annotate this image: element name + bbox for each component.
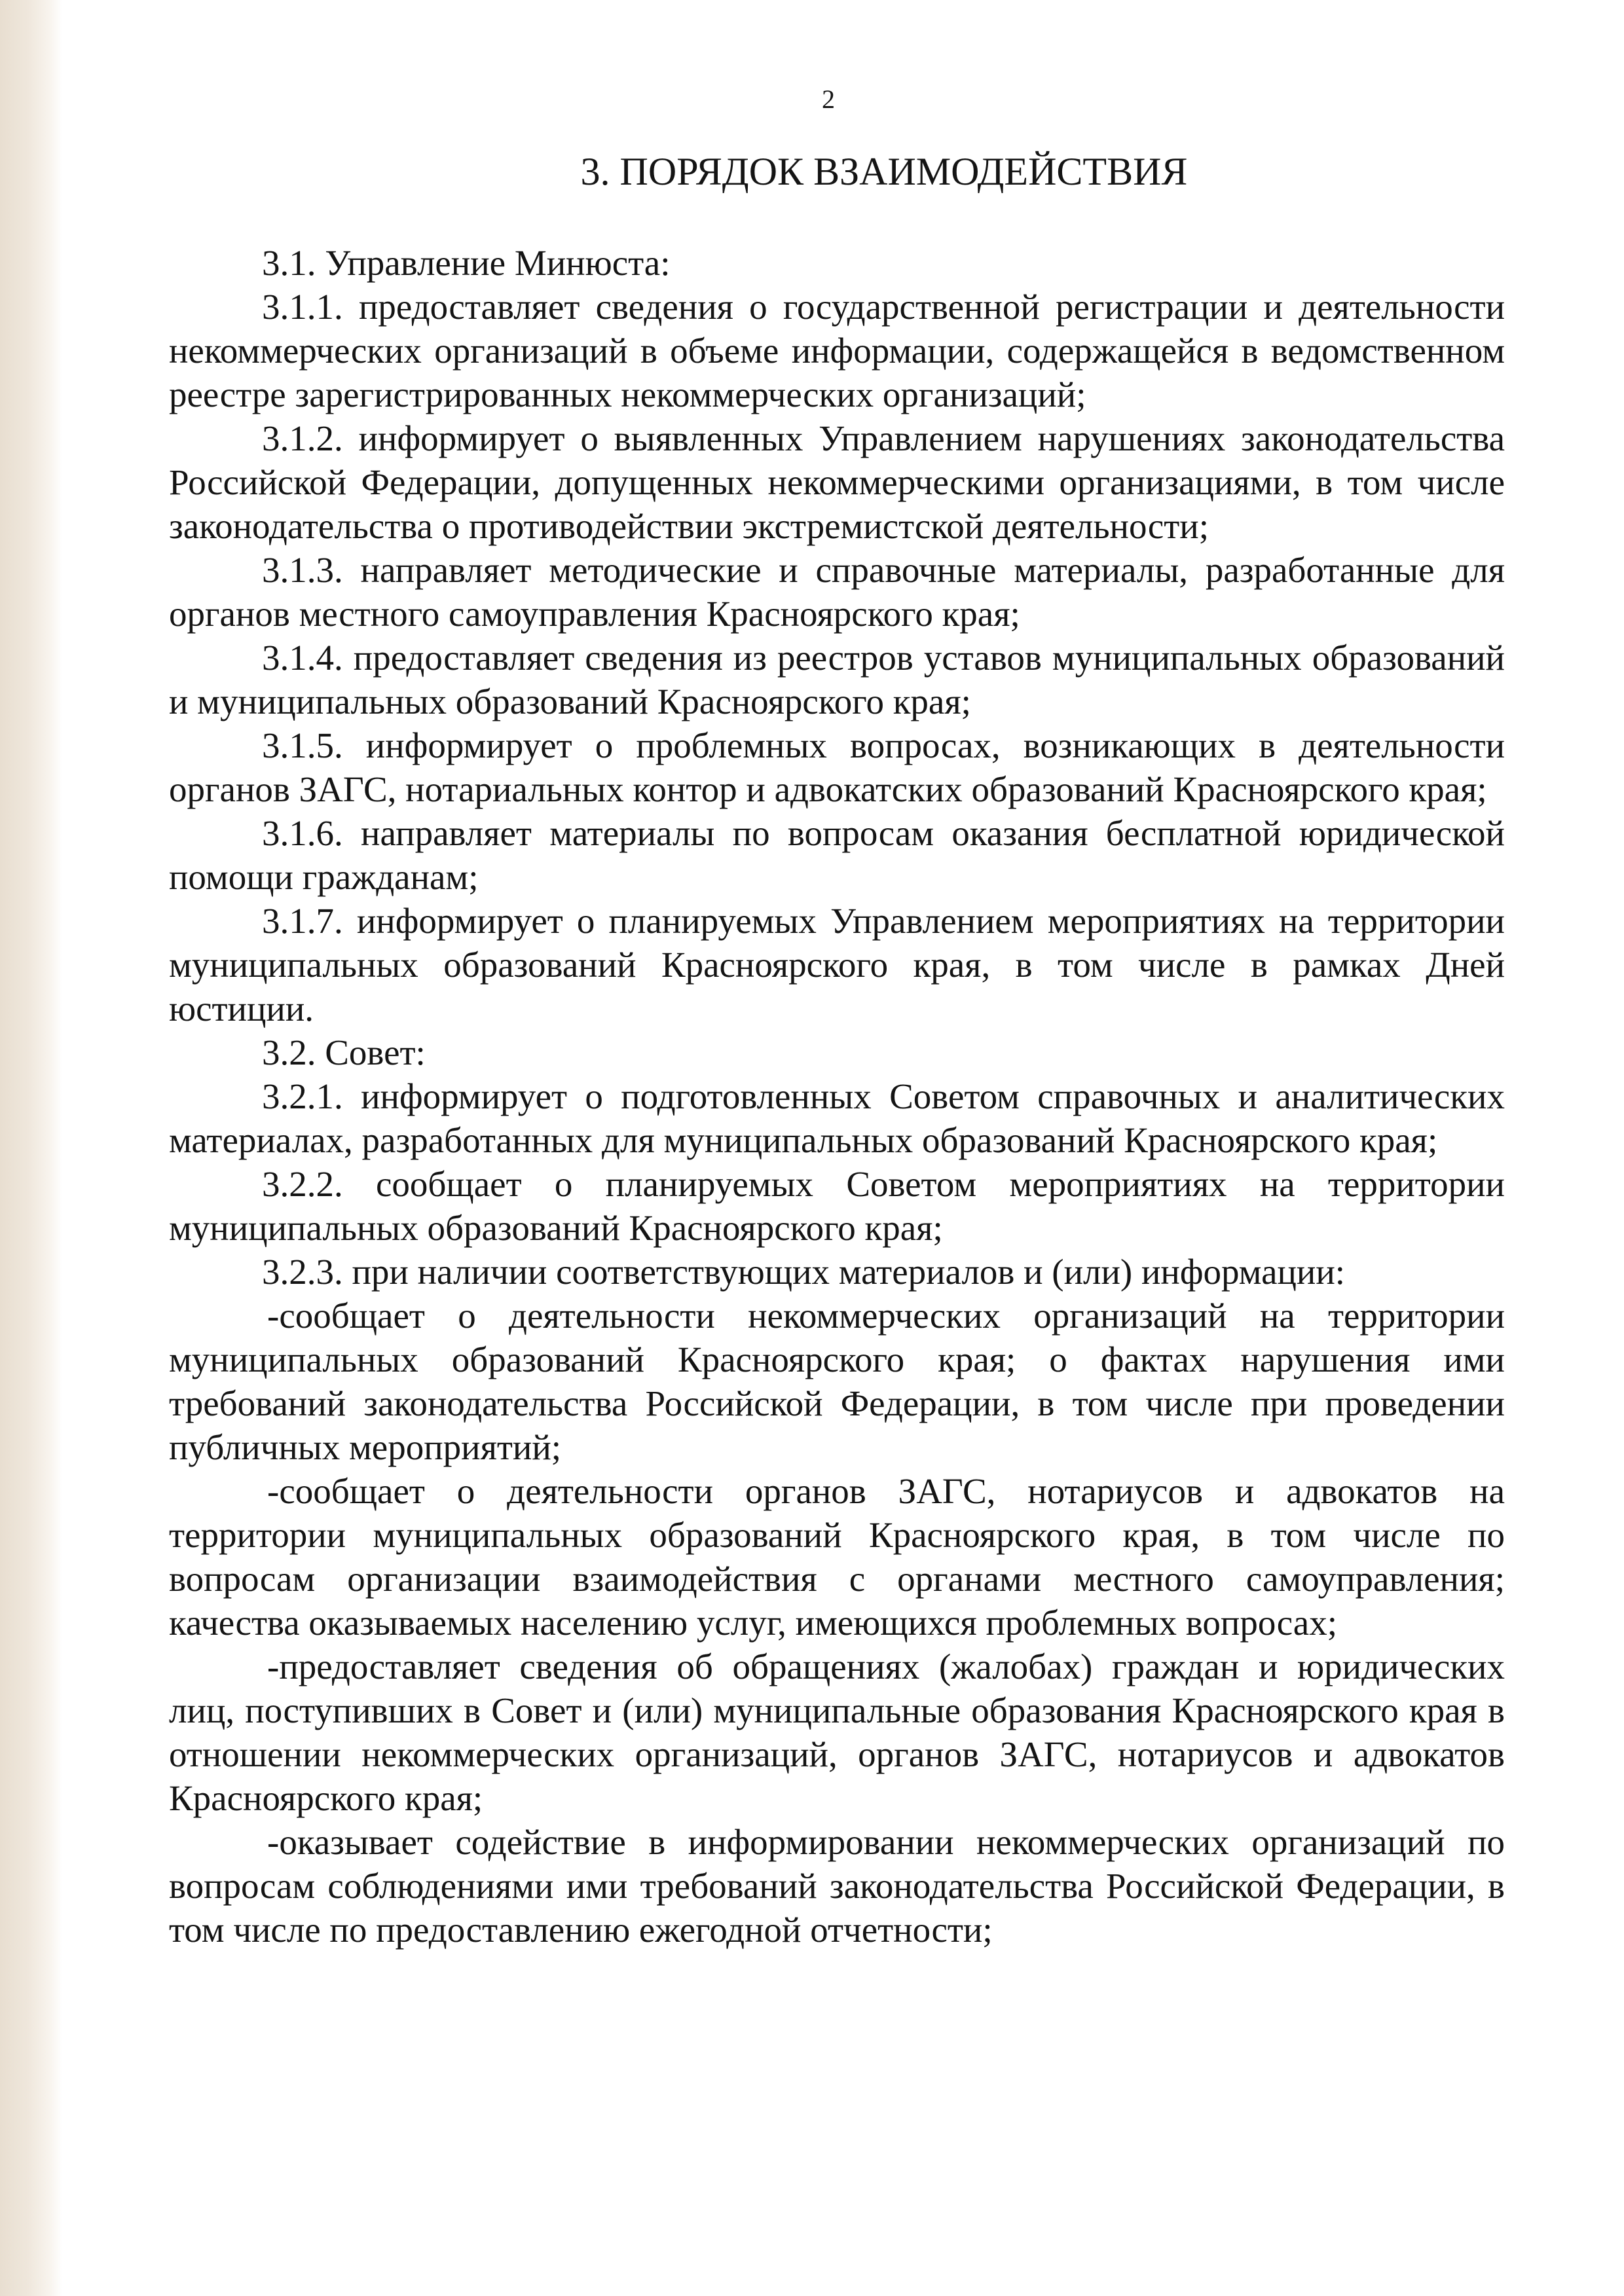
- list-item-nko-activity: -сообщает о деятельности некоммерческих организаций на территории муниципальных образований Красноярского края; о фактах нарушения ими требований законодательства Российской Федерации, в том числе при проведении публичных мероприятий;: [169, 1296, 1505, 1467]
- paragraph-3-1-1: 3.1.1. предоставляет сведения о государственной регистрации и деятельности некоммерческих организаций в объеме информации, содержащейся в ведомственном реестре зарегистрированных некоммерческих организаций;: [169, 287, 1505, 414]
- list-item-informing-assistance: -оказывает содействие в информировании некоммерческих организаций по вопросам соблюдениями ими требований законодательства Российской Федерации, в том числе по предоставлению ежегодной отчетности;: [169, 1822, 1505, 1950]
- scan-edge-shadow: [0, 0, 62, 2296]
- paragraph-3-1-5: 3.1.5. информирует о проблемных вопросах, возникающих в деятельности органов ЗАГС, нотариальных контор и адвокатских образований Красноярского края;: [169, 725, 1505, 809]
- page-number: 2: [822, 84, 835, 114]
- paragraph-3-1-4: 3.1.4. предоставляет сведения из реестров уставов муниципальных образований и муниципальных образований Красноярского края;: [169, 638, 1505, 721]
- paragraph-3-1-7: 3.1.7. информирует о планируемых Управлением мероприятиях на территории муниципальных образований Красноярского края, в том числе в рамках Дней юстиции.: [169, 901, 1505, 1029]
- paragraph-3-2-3: 3.2.3. при наличии соответствующих материалов и (или) информации:: [262, 1252, 1346, 1292]
- paragraph-3-1-3: 3.1.3. направляет методические и справочные материалы, разработанные для органов местного самоуправления Красноярского края;: [169, 550, 1505, 634]
- paragraph-3-2-2: 3.2.2. сообщает о планируемых Советом мероприятиях на территории муниципальных образований Красноярского края;: [169, 1164, 1505, 1248]
- paragraph-3-2-heading: 3.2. Совет:: [262, 1032, 426, 1072]
- paragraph-3-1-2: 3.1.2. информирует о выявленных Управлением нарушениях законодательства Российской Федерации, допущенных некоммерческими организациями, в том числе законодательства о противодействии экстремистской деятельности;: [169, 418, 1505, 546]
- paragraph-3-2-1: 3.2.1. информирует о подготовленных Советом справочных и аналитических материалах, разработанных для муниципальных образований Красноярского края;: [169, 1076, 1505, 1160]
- list-item-zags-notary-activity: -сообщает о деятельности органов ЗАГС, нотариусов и адвокатов на территории муниципальных образований Красноярского края, в том числе по вопросам организации взаимодействия с органами местного самоуправления; качества оказываемых населению услуг, имеющихся проблемных вопросах;: [169, 1471, 1505, 1643]
- section-title: 3. ПОРЯДОК ВЗАИМОДЕЙСТВИЯ: [580, 150, 1188, 193]
- list-item-complaints: -предоставляет сведения об обращениях (жалобах) граждан и юридических лиц, поступивших в Совет и (или) муниципальные образования Красноярского края в отношении некоммерческих организаций, органов ЗАГС, нотариусов и адвокатов Красноярского края;: [169, 1647, 1505, 1818]
- paragraph-3-1-6: 3.1.6. направляет материалы по вопросам оказания бесплатной юридической помощи гражданам;: [169, 813, 1505, 897]
- paragraph-3-1-heading: 3.1. Управление Минюста:: [262, 243, 671, 283]
- document-body: [169, 241, 1505, 1952]
